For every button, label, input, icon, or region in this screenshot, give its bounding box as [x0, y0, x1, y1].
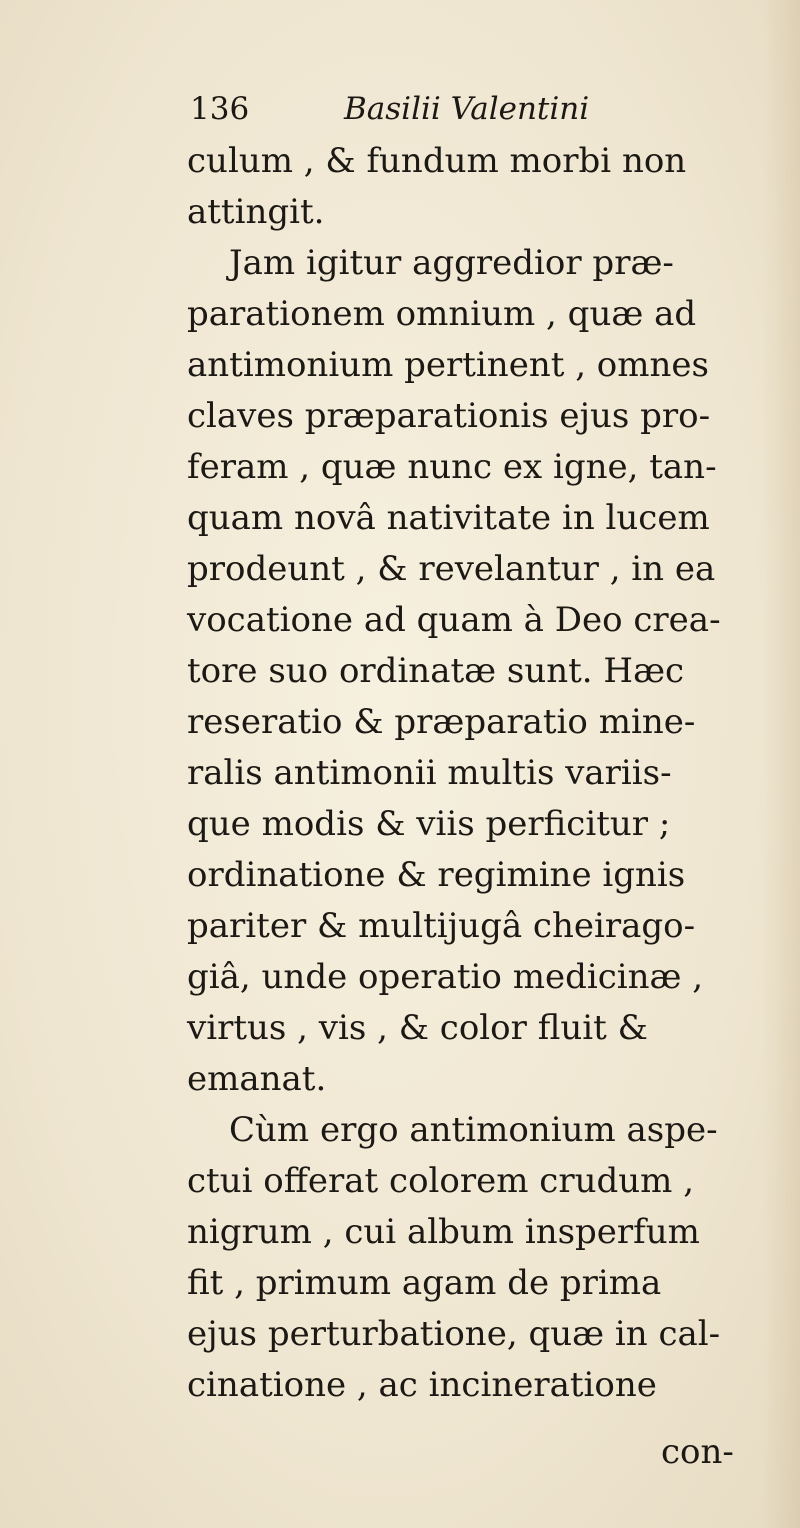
text-line: pariter & multijugâ cheirago-	[187, 906, 696, 946]
text-line: ordinatione & regimine ignis	[187, 855, 686, 895]
running-head: Basilii Valentini	[344, 91, 590, 127]
text-line: ejus perturbatione, quæ in cal-	[187, 1314, 721, 1354]
text-line: emanat.	[187, 1059, 327, 1099]
text-line: que modis & viis perficitur ;	[187, 804, 671, 844]
text-line: Jam igitur aggredior præ-	[229, 243, 674, 283]
text-line: giâ, unde operatio medicinæ ,	[187, 957, 704, 997]
text-line: nigrum , cui album insperfum	[187, 1212, 700, 1252]
text-line: virtus , vis , & color fluit &	[187, 1008, 648, 1048]
text-line: parationem omnium , quæ ad	[187, 294, 697, 334]
text-line: Cùm ergo antimonium aspe-	[229, 1110, 718, 1150]
text-line: quam novâ nativitate in lucem	[187, 498, 710, 538]
page-header	[190, 84, 710, 134]
text-line: prodeunt , & revelantur , in ea	[187, 549, 716, 589]
page-number: 136	[190, 91, 250, 127]
latin-text-block	[187, 136, 772, 1411]
text-line: fit , primum agam de prima	[187, 1263, 662, 1303]
catchword: con-	[661, 1432, 734, 1472]
text-line: cinatione , ac incineratione	[187, 1365, 657, 1405]
text-line: reseratio & præparatio mine-	[187, 702, 696, 742]
text-line: claves præparationis ejus pro-	[187, 396, 711, 436]
text-line: culum , & fundum morbi non	[187, 141, 687, 181]
text-line: tore suo ordinatæ sunt. Hæc	[187, 651, 685, 691]
text-line: attingit.	[187, 192, 325, 232]
text-line: feram , quæ nunc ex igne, tan-	[187, 447, 717, 487]
text-line: antimonium pertinent , omnes	[187, 345, 709, 385]
text-line: vocatione ad quam à Deo crea-	[187, 600, 721, 640]
text-line: ralis antimonii multis variis-	[187, 753, 672, 793]
text-line: ctui offerat colorem crudum ,	[187, 1161, 695, 1201]
